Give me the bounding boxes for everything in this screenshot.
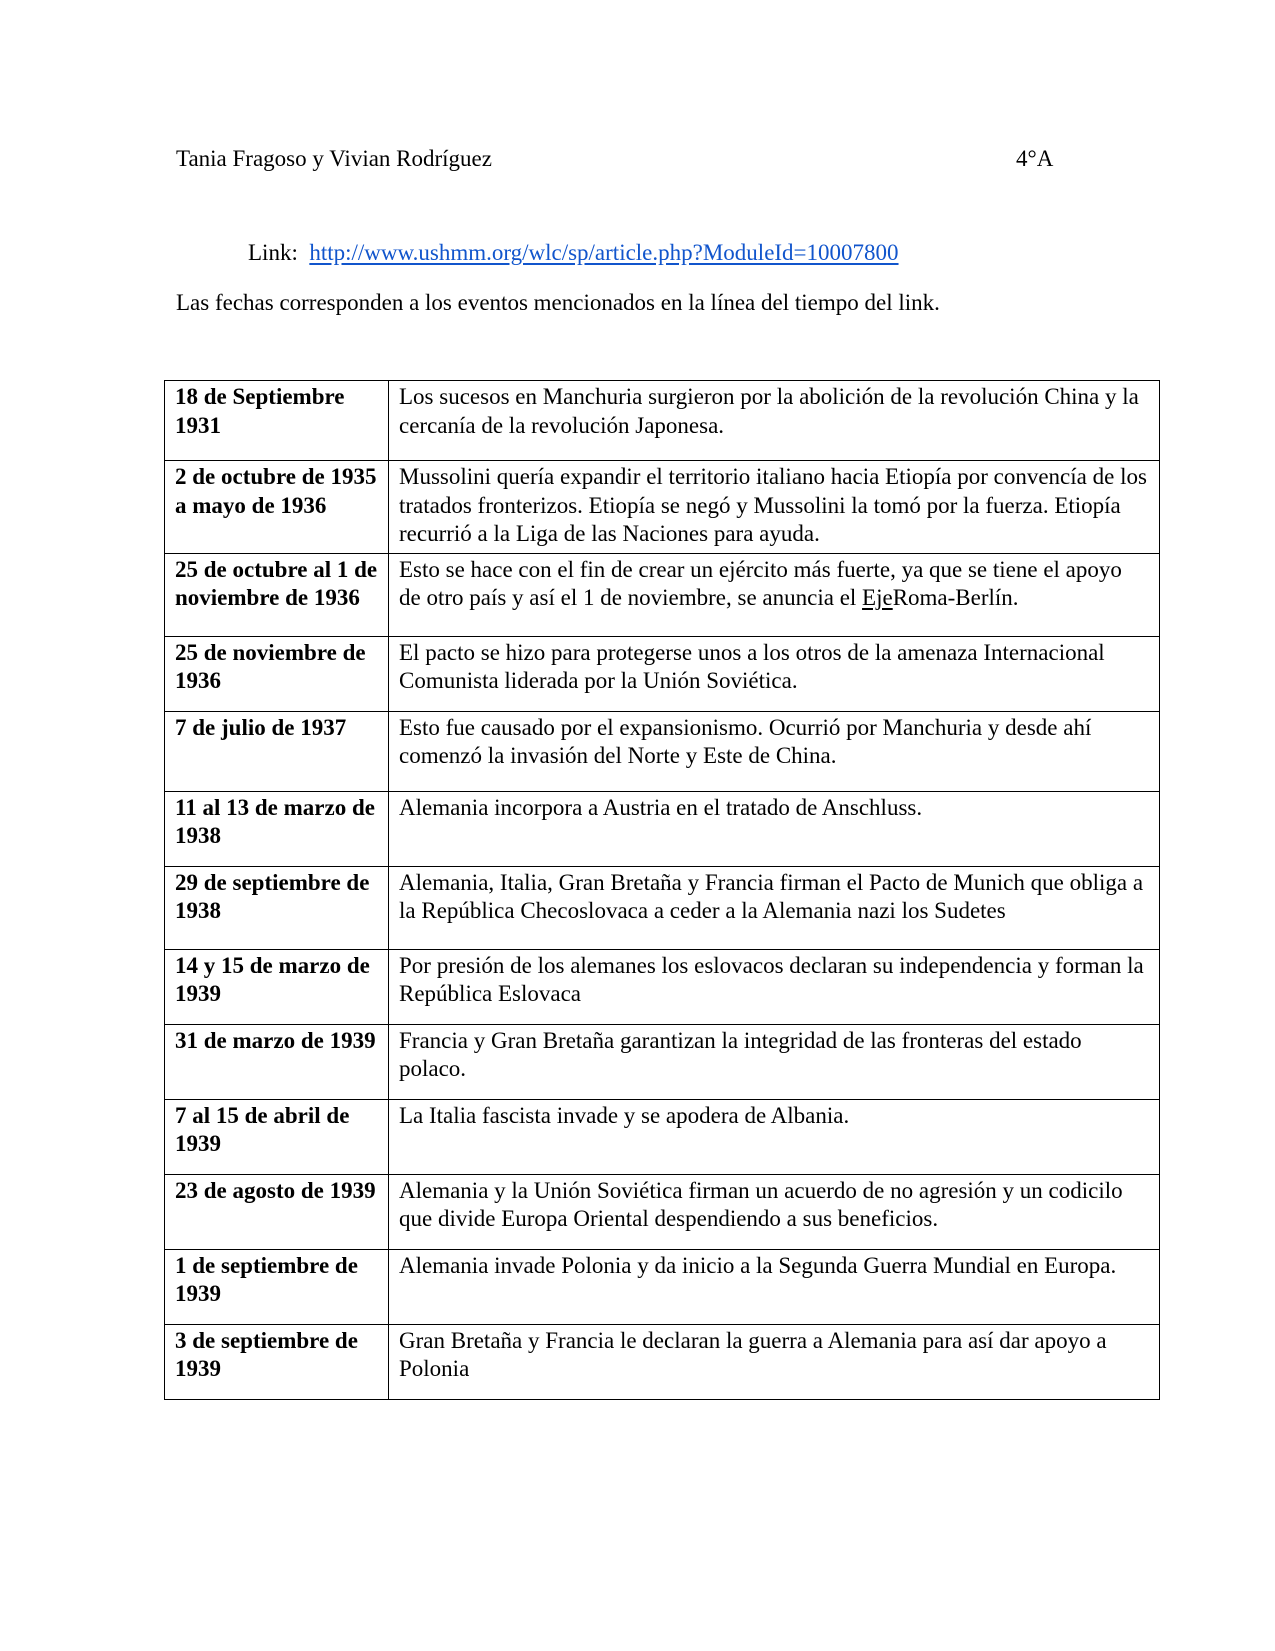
event-description: Alemania incorpora a Austria en el tratado de Anschluss. <box>389 791 1160 866</box>
event-description: Alemania invade Polonia y da inicio a la Segunda Guerra Mundial en Europa. <box>389 1249 1160 1324</box>
event-description: Por presión de los alemanes los eslovacos declaran su independencia y forman la República Eslovaca <box>389 949 1160 1024</box>
event-date: 14 y 15 de marzo de 1939 <box>165 949 389 1024</box>
table-row <box>165 1024 1160 1099</box>
event-description: Alemania, Italia, Gran Bretaña y Francia firman el Pacto de Munich que obliga a la República Checoslovaca a ceder a la Alemania nazi los Sudetes <box>389 866 1160 949</box>
description-text: Roma-Berlín. <box>892 585 1019 610</box>
event-date: 31 de marzo de 1939 <box>165 1024 389 1099</box>
table-row <box>165 381 1160 461</box>
table-row <box>165 949 1160 1024</box>
underlined-term: Eje <box>862 585 893 610</box>
table-row <box>165 461 1160 554</box>
event-description: El pacto se hizo para protegerse unos a los otros de la amenaza Internacional Comunista liderada por la Unión Soviética. <box>389 636 1160 711</box>
event-description: Gran Bretaña y Francia le declaran la guerra a Alemania para así dar apoyo a Polonia <box>389 1324 1160 1399</box>
link-label: Link: <box>248 240 298 265</box>
event-description: Esto fue causado por el expansionismo. Ocurrió por Manchuria y desde ahí comenzó la invasión del Norte y Este de China. <box>389 711 1160 791</box>
event-date: 11 al 13 de marzo de 1938 <box>165 791 389 866</box>
table-row <box>165 1324 1160 1399</box>
timeline-table <box>164 380 1160 1400</box>
table-row <box>165 866 1160 949</box>
table-row <box>165 1099 1160 1174</box>
event-description: Los sucesos en Manchuria surgieron por la abolición de la revolución China y la cercanía de la revolución Japonesa. <box>389 381 1160 461</box>
link-line <box>248 238 899 268</box>
intro-paragraph: Las fechas corresponden a los eventos mencionados en la línea del tiempo del link. <box>176 290 940 315</box>
group-label: 4°A <box>1016 146 1054 171</box>
event-date: 25 de noviembre de 1936 <box>165 636 389 711</box>
table-row <box>165 1174 1160 1249</box>
event-date: 7 al 15 de abril de 1939 <box>165 1099 389 1174</box>
table-row <box>165 791 1160 866</box>
event-description: Francia y Gran Bretaña garantizan la integridad de las fronteras del estado polaco. <box>389 1024 1160 1099</box>
table-row <box>165 711 1160 791</box>
event-description: Alemania y la Unión Soviética firman un acuerdo de no agresión y un codicilo que divide Europa Oriental despendiendo a sus beneficios. <box>389 1174 1160 1249</box>
source-link[interactable]: http://www.ushmm.org/wlc/sp/article.php?ModuleId=10007800 <box>309 240 899 265</box>
table-row <box>165 1249 1160 1324</box>
event-date: 25 de octubre al 1 de noviembre de 1936 <box>165 553 389 636</box>
event-date: 29 de septiembre de 1938 <box>165 866 389 949</box>
event-date: 23 de agosto de 1939 <box>165 1174 389 1249</box>
event-date: 7 de julio de 1937 <box>165 711 389 791</box>
table-row <box>165 553 1160 636</box>
event-date: 3 de septiembre de 1939 <box>165 1324 389 1399</box>
event-description <box>389 553 1160 636</box>
document-header <box>176 144 1056 174</box>
event-description: Mussolini quería expandir el territorio italiano hacia Etiopía por convencía de los tratados fronterizos. Etiopía se negó y Mussolini la tomó por la fuerza. Etiopía recurrió a la Liga de las Naciones para ayuda. <box>389 461 1160 554</box>
table-row <box>165 636 1160 711</box>
event-description: La Italia fascista invade y se apodera de Albania. <box>389 1099 1160 1174</box>
event-date: 18 de Septiembre 1931 <box>165 381 389 461</box>
authors-text: Tania Fragoso y Vivian Rodríguez <box>176 146 492 171</box>
description-text: Esto se hace con el fin de crear un ejército más fuerte, ya que se tiene el apoyo de otro país y así el 1 de noviembre, se anuncia el <box>399 556 1122 610</box>
event-date: 1 de septiembre de 1939 <box>165 1249 389 1324</box>
event-date: 2 de octubre de 1935 a mayo de 1936 <box>165 461 389 554</box>
